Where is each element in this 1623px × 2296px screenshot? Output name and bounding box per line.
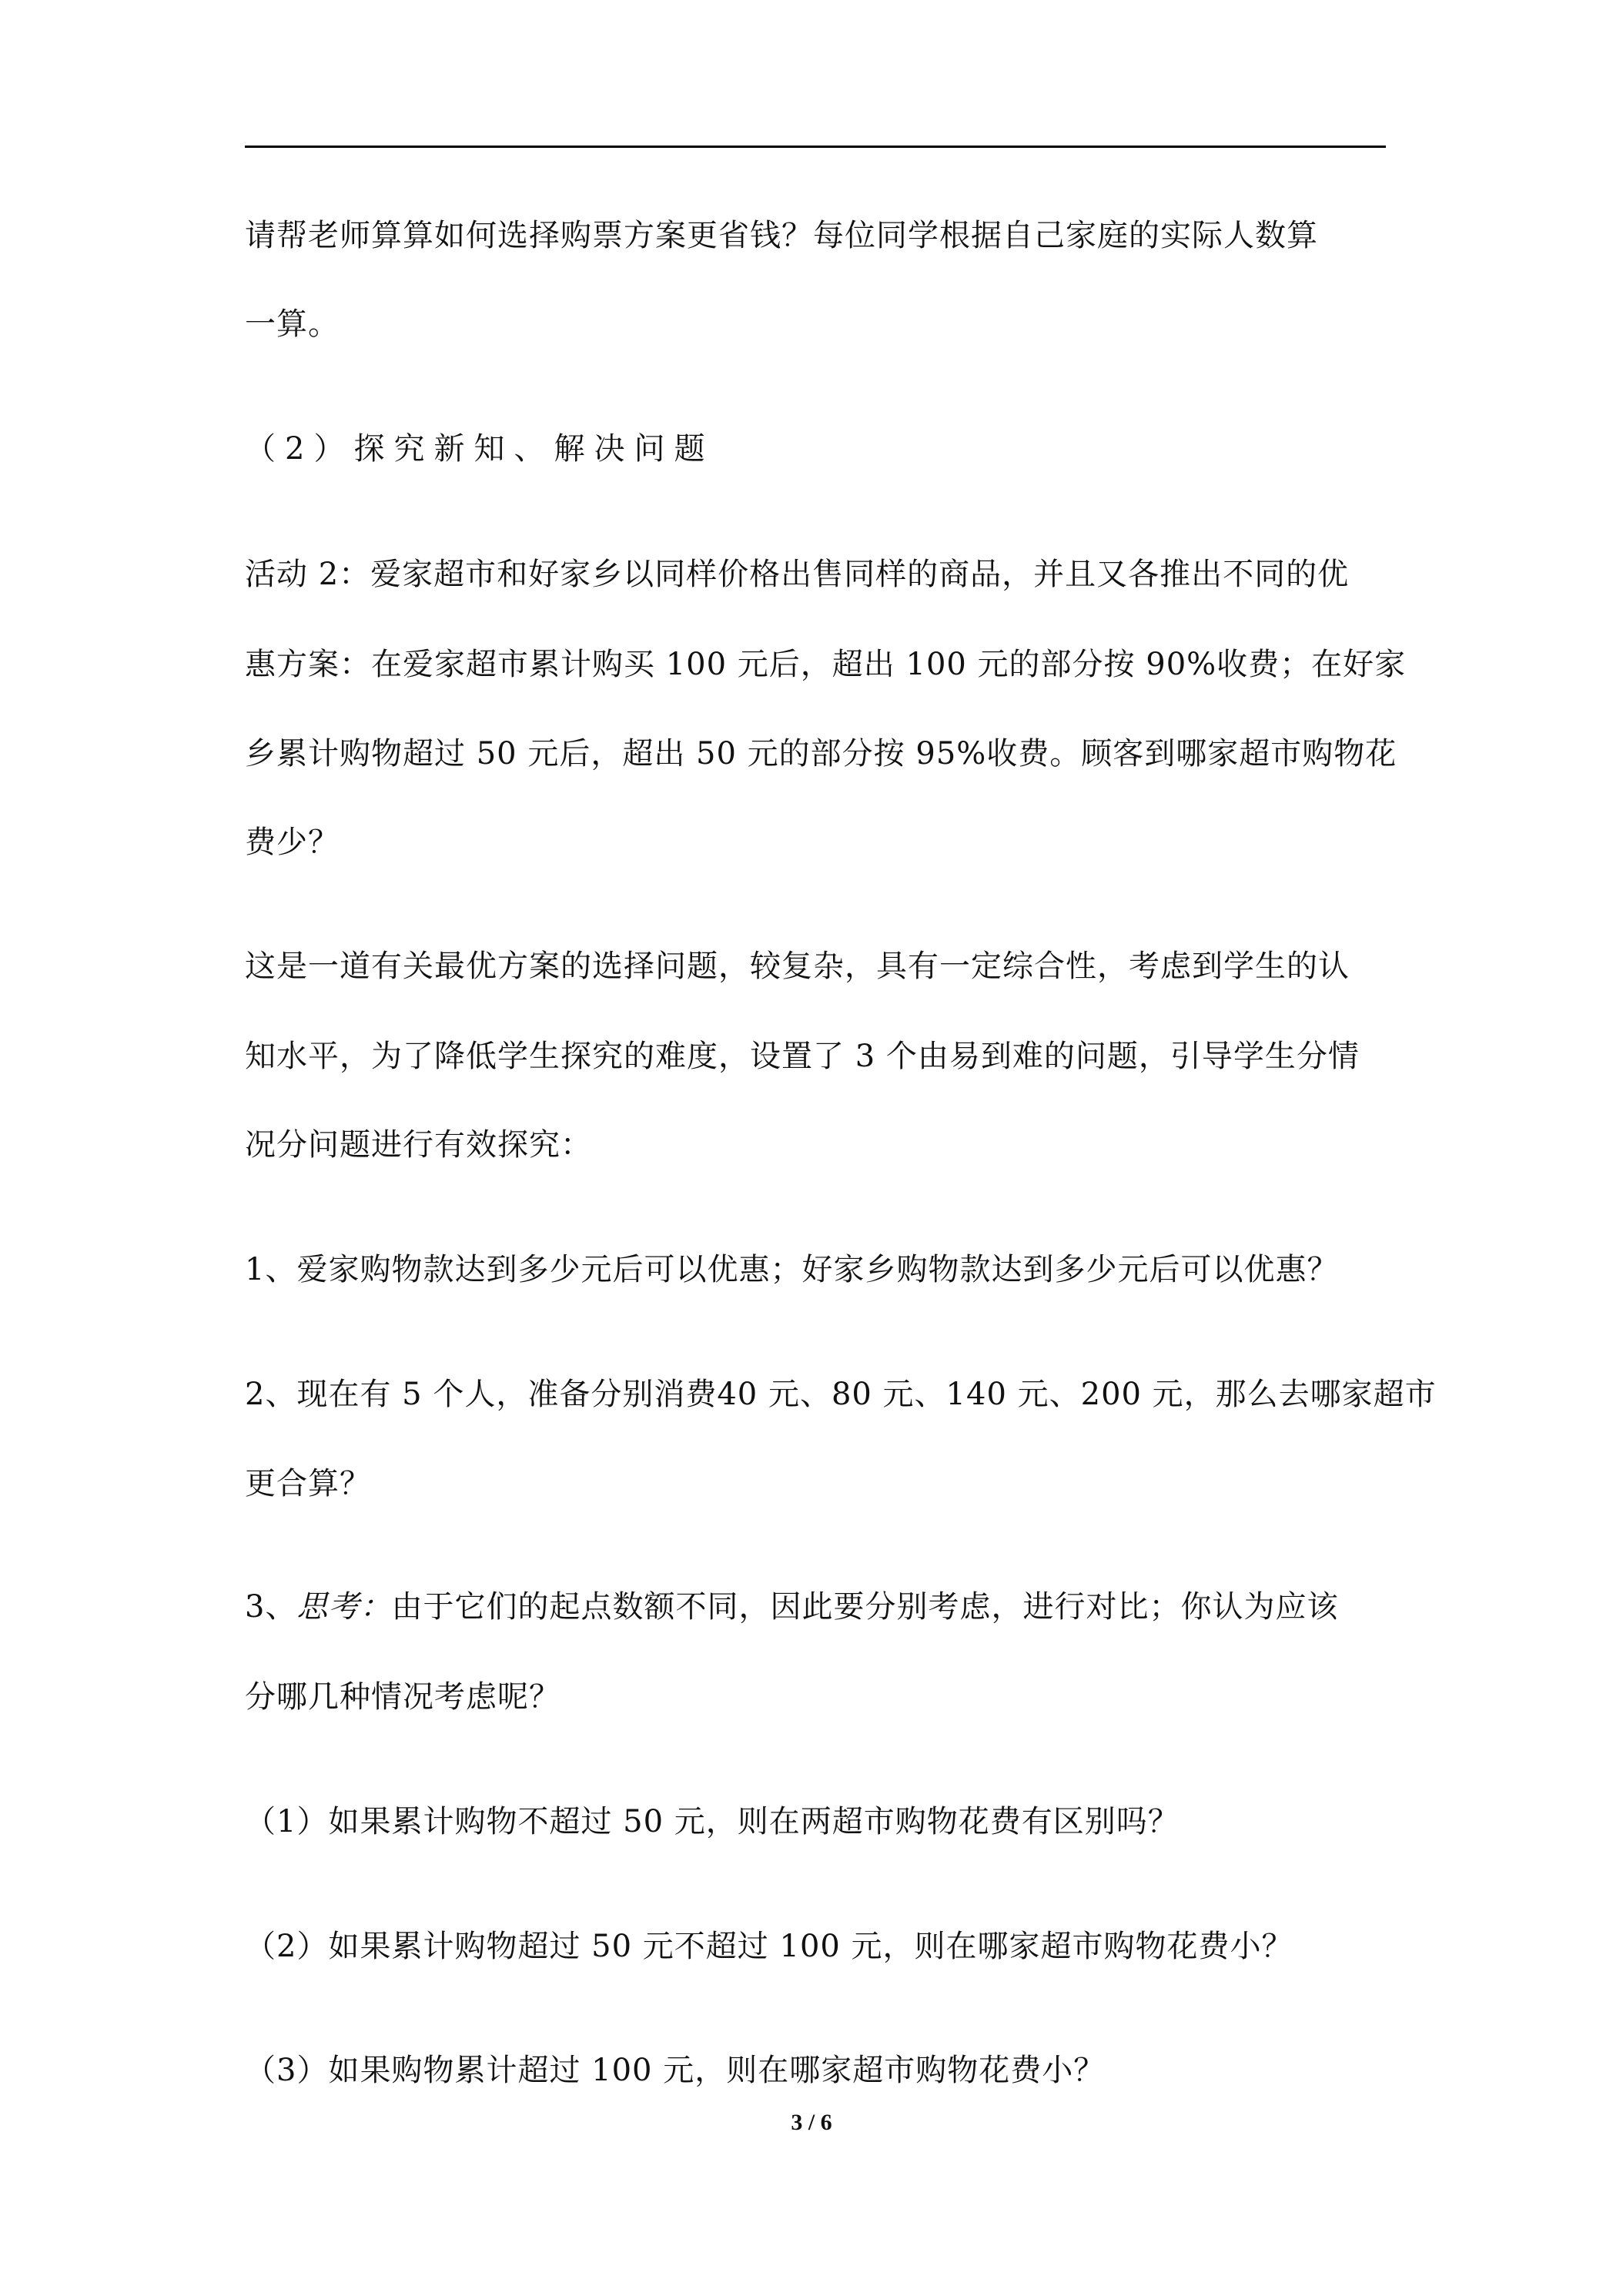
sub-question-line: （2）如果累计购物超过 50 元不超过 100 元，则在哪家超市购物花费小？ bbox=[245, 1929, 1293, 1964]
paragraph-line: 请帮老师算算如何选择购票方案更省钱？每位同学根据自己家庭的实际人数算 bbox=[245, 218, 1318, 253]
question-line: 1、爱家购物款达到多少元后可以优惠；好家乡购物款达到多少元后可以优惠？ bbox=[245, 1252, 1339, 1287]
question-number: 3、 bbox=[245, 1589, 297, 1625]
question-line bbox=[245, 1585, 1338, 1628]
question-line: 2、现在有 5 个人，准备分别消费40 元、80 元、140 元、200 元，那么去哪家超市 bbox=[245, 1377, 1437, 1412]
question-line: 分哪几种情况考虑呢？ bbox=[245, 1679, 561, 1715]
paragraph-line: 况分问题进行有效探究： bbox=[245, 1127, 592, 1163]
think-label: 思考： bbox=[296, 1589, 392, 1625]
paragraph-line: 这是一道有关最优方案的选择问题，较复杂，具有一定综合性，考虑到学生的认 bbox=[245, 949, 1350, 984]
question-text: 由于它们的起点数额不同，因此要分别考虑，进行对比；你认为应该 bbox=[391, 1589, 1339, 1625]
sub-question-line: （3）如果购物累计超过 100 元，则在哪家超市购物花费小？ bbox=[245, 2053, 1106, 2088]
paragraph-line: 活动 2：爱家超市和好家乡以同样价格出售同样的商品，并且又各推出不同的优 bbox=[245, 557, 1350, 592]
question-line: 更合算？ bbox=[245, 1466, 371, 1501]
page-number: 3 / 6 bbox=[791, 2110, 832, 2135]
paragraph-line: 一算。 bbox=[245, 306, 340, 342]
sub-question-line: （1）如果累计购物不超过 50 元，则在两超市购物花费有区别吗？ bbox=[245, 1804, 1180, 1839]
paragraph-line: 惠方案：在爱家超市累计购买 100 元后，超出 100 元的部分按 90%收费；在好家 bbox=[245, 647, 1407, 682]
paragraph-line: 知水平，为了降低学生探究的难度，设置了 3 个由易到难的问题，引导学生分情 bbox=[245, 1039, 1360, 1074]
paragraph-line: 费少？ bbox=[245, 825, 340, 860]
paragraph-line: 乡累计购物超过 50 元后，超出 50 元的部分按 95%收费。顾客到哪家超市购物花 bbox=[245, 736, 1397, 771]
header-rule bbox=[245, 146, 1386, 148]
section-heading: （2）探究新知、解决问题 bbox=[245, 431, 714, 467]
